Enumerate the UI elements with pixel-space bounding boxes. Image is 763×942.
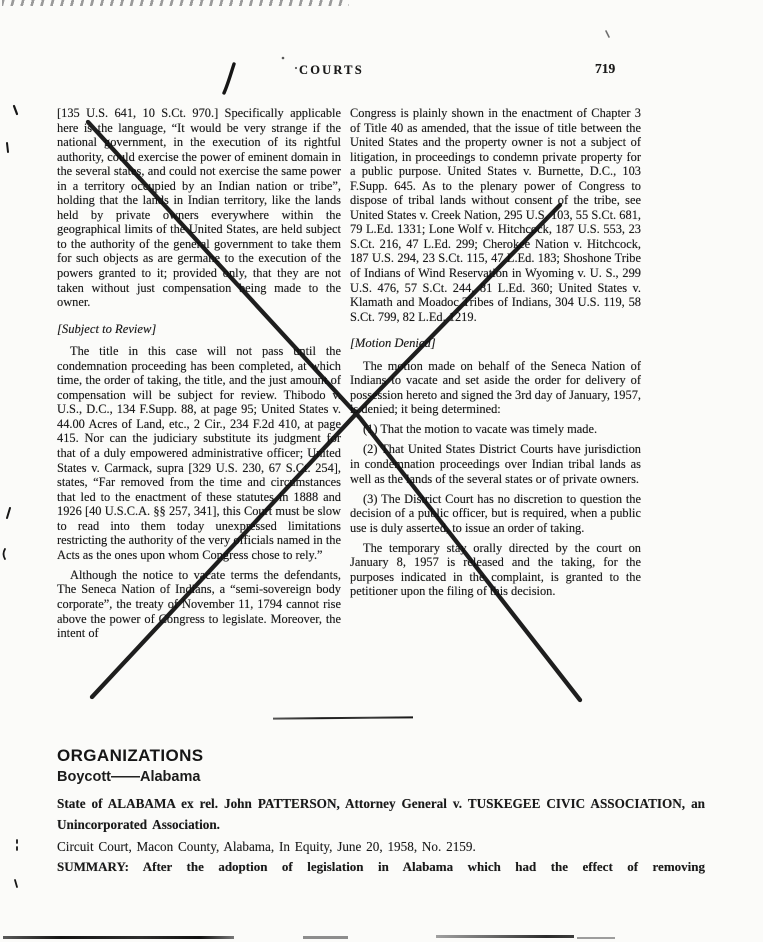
paragraph: The motion made on behalf of the Seneca Nation of Indians to vacate and set aside the order for delivery of possession hereto and signed the 3rd day of January, 1957, is denied; it being determined: (350, 358, 641, 417)
court-line: Circuit Court, Macon County, Alabama, In Equity, June 20, 1958, No. 2159. (57, 839, 476, 854)
case-separator-rule (273, 716, 413, 719)
numbered-finding-3: (3) The District Court has no discretion to question the decision of a public officer, but is required, when a public use is duly asserted, to issue an order of taking. (350, 491, 641, 535)
paragraph: [135 U.S. 641, 10 S.Ct. 970.] Specifically applicable here is the language, “It would be very strange if the national government, in the execution of its rightful authority, could exercise the power of eminent domain in the several states, and could not exercise the same power in a territory occupied by an Indian nation or tribe”, holding that the lands in Indian territory, like the lands held by private owners everywhere within the geographical limits of the United States, are held subject to the authority of the general government to take them for such objects as are germane to the execution of the powers granted to it; provided only, that they are not taken without just compensation being made to the owner. (57, 106, 341, 310)
scan-edge-band-4 (577, 937, 615, 939)
subsection-title: Boycott——Alabama (57, 769, 201, 785)
section-heading-motion-denied: [Motion Denied] (350, 336, 436, 351)
ink-speck-1 (282, 57, 285, 60)
margin-tick-3 (7, 508, 10, 518)
numbered-finding-2: (2) That United States District Courts have jurisdiction in condemnation proceedings over Indian tribal lands as well as the lands of the several states or of private owners. (350, 442, 641, 486)
case-title: State of ALABAMA ex rel. John PATTERSON, Attorney General v. TUSKEGEE CIVIC ASSOCIATION, an Unincorporated Association. (57, 796, 705, 832)
paragraph: The temporary stay orally directed by the court on January 8, 1957 is released and the taking, for the purposes indicated in the complaint, is granted to the petitioner upon the filing of this decision. (350, 540, 641, 599)
scan-edge-band-2 (303, 936, 348, 939)
margin-tick-2 (7, 143, 8, 152)
margin-tick-1 (14, 106, 17, 114)
summary-line: SUMMARY: After the adoption of legislation in Alabama which had the effect of removing (57, 859, 705, 874)
two-column-text-body (57, 106, 641, 641)
margin-tick-4 (4, 549, 6, 559)
section-heading-subject-to-review: [Subject to Review] (57, 321, 157, 336)
paragraph: Congress is plainly shown in the enactment of Chapter 3 of Title 40 as amended, that the issue of title between the United States and the property owner is not a subject of litigation, in proceedings to condemn private property for a public purpose. United States v. Burnette, D.C., 103 F.Supp. 645. As to the plenary power of Congress to dispose of tribal lands without consent of the tribe, see United States v. Creek Nation, 295 U.S. 103, 55 S.Ct. 681, 79 L.Ed. 1331; Lone Wolf v. Hitchcock, 187 U.S. 553, 23 S.Ct. 216, 47 L.Ed. 299; Cherokee Nation v. Hitchcock, 187 U.S. 294, 23 S.Ct. 115, 47 L.Ed. 183; Shoshone Tribe of Indians of Wind Reservation in Wyoming v. U. S., 299 U.S. 476, 57 S.Ct. 244, 81 L.Ed. 360; United States v. Klamath and Moadoc Tribes of Indians, 304 U.S. 119, 58 S.Ct. 799, 82 L.Ed. 1219. (350, 106, 641, 324)
left-column (57, 106, 341, 641)
ink-speck-2 (295, 67, 297, 69)
scan-edge-band-1 (3, 936, 234, 939)
margin-tick-7 (606, 31, 609, 37)
pen-mark-header (224, 64, 234, 93)
running-header-title: COURTS (299, 63, 364, 77)
right-column (350, 106, 641, 641)
perforation-dashes (2, 0, 349, 6)
margin-tick-6 (15, 880, 17, 887)
paragraph: Although the notice to vacate terms the defendants, The Seneca Nation of Indians, a “semi-sovereign body corporate”, the treaty of November 11, 1794 cannot rise above the power of Congress to legislate. Moreover, the intent of (57, 567, 341, 641)
page-number: 719 (595, 61, 616, 76)
paragraph: The title in this case will not pass until the condemnation proceeding has been completed, at which time, the order of taking, the title, and the just amount of compensation will be subject for review. Thibodo v. U.S., D.C., 134 F.Supp. 88, at page 95; United States v. 44.00 Acres of Land, etc., 2 Cir., 234 F.2d 410, at page 415. Nor can the judiciary substitute its judgment for that of a duly empowered administrative officer; United States v. Carmack, supra [329 U.S. 230, 67 S.Ct. 254], states, “Far removed from the time and circumstances that led to the enactment of these statutes in 1888 and 1926 [40 U.S.C.A. §§ 257, 341], this Court must be slow to read into them today unexpressed limitations restricting the authority of the very officials named in the Acts as the ones upon whom Congress chose to rely.” (57, 344, 341, 562)
scan-edge-band-3 (436, 935, 574, 938)
section-title: ORGANIZATIONS (57, 746, 204, 765)
next-case-section (57, 746, 705, 875)
numbered-finding-1: (1) That the motion to vacate was timely made. (363, 422, 598, 437)
